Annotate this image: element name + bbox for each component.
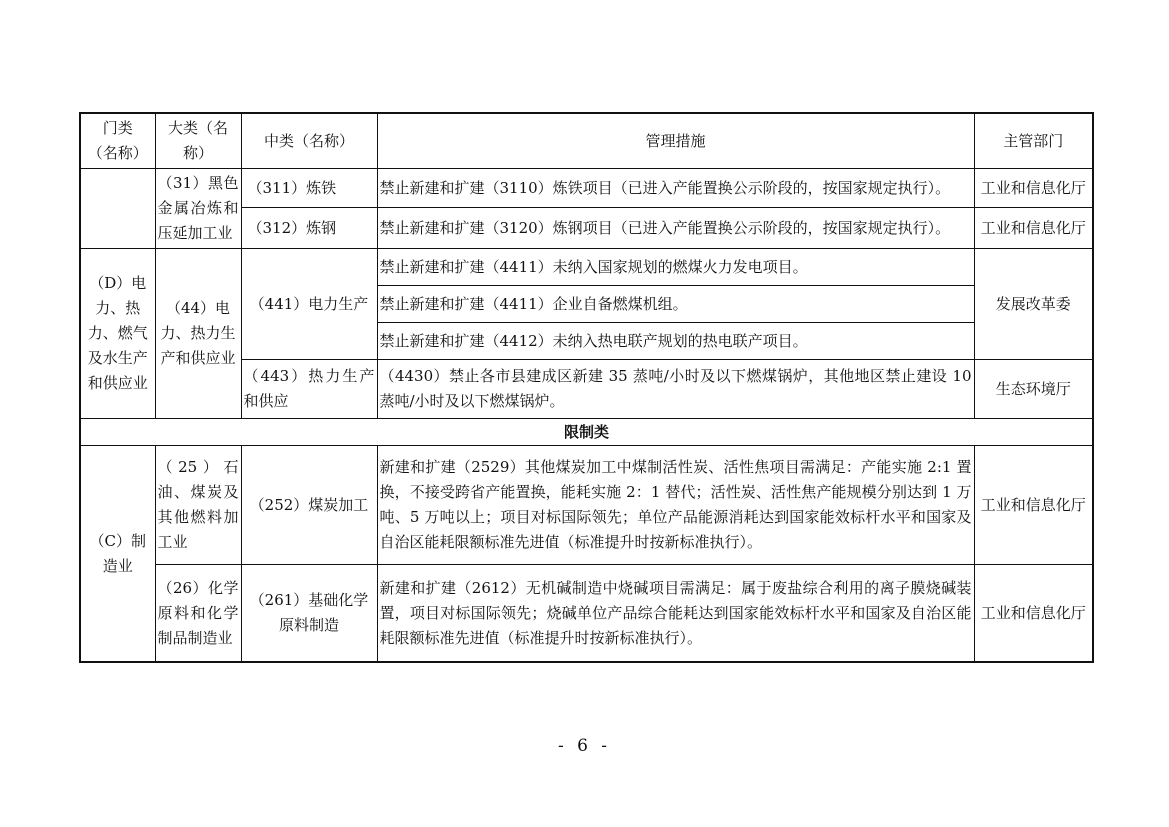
header-category-line2: （名称） [87,144,148,162]
department-coal: 工业和信息化厅 [974,446,1093,565]
category-power: （D）电力、热力、燃气及水生产和供应业 [80,249,155,419]
header-mid-class: 中类（名称） [241,113,377,169]
measure-power-3: 禁止新建和扩建（4412）未纳入热电联产规划的热电联产项目。 [377,323,974,360]
table-row [80,249,1093,286]
major-class-petroleum: （25）石油、煤炭及其他燃料加工业 [155,446,241,565]
table-row [80,169,1093,208]
section-row-restricted [80,419,1093,446]
measure-steel: 禁止新建和扩建（3120）炼钢项目（已进入产能置换公示阶段的，按国家规定执行）。 [377,208,974,249]
measure-power-1: 禁止新建和扩建（4411）未纳入国家规划的燃煤火力发电项目。 [377,249,974,286]
measure-iron: 禁止新建和扩建（3110）炼铁项目（已进入产能置换公示阶段的，按国家规定执行）。 [377,169,974,208]
department-heat: 生态环境厅 [974,360,1093,419]
page-number: - 6 - [557,736,612,756]
mid-class-coal: （252）煤炭加工 [241,446,377,565]
header-measures: 管理措施 [377,113,974,169]
major-class-chemical: （26）化学原料和化学制品制造业 [155,565,241,663]
table-row [80,446,1093,565]
mid-class-heat: （443）热力生产和供应 [241,360,377,419]
measure-heat: （4430）禁止各市县建成区新建 35 蒸吨/小时及以下燃煤锅炉，其他地区禁止建设 10 蒸吨/小时及以下燃煤锅炉。 [377,360,974,419]
measure-coal: 新建和扩建（2529）其他煤炭加工中煤制活性炭、活性焦项目需满足：产能实施 2:1 置换，不接受跨省产能置换，能耗实施 2：1 替代；活性炭、活性焦产能规模分别达到 1 万吨、5 万吨以上；项目对标国际领先；单位产品能源消耗达到国家能效标杆水平和国家及自治区能耗限额标准先进值（标准提升时按新标准执行）。 [377,446,974,565]
department-power: 发展改革委 [974,249,1093,360]
department-chemical: 工业和信息化厅 [974,565,1093,663]
category-cell-empty [80,169,155,249]
major-class-metal: （31）黑色金属冶炼和压延加工业 [155,169,241,249]
section-title-restricted: 限制类 [80,419,1093,446]
measure-chemical: 新建和扩建（2612）无机碱制造中烧碱项目需满足：属于废盐综合利用的离子膜烧碱装置，项目对标国际领先；烧碱单位产品综合能耗达到国家能效标杆水平和国家及自治区能耗限额标准先进值（标准提升时按新标准执行）。 [377,565,974,663]
measure-power-2: 禁止新建和扩建（4411）企业自备燃煤机组。 [377,286,974,323]
header-category [80,113,155,169]
header-major-class: 大类（名称） [155,113,241,169]
major-class-power: （44）电力、热力生产和供应业 [155,249,241,419]
table-header-row [80,113,1093,169]
department-steel: 工业和信息化厅 [974,208,1093,249]
policy-table-container [79,112,1092,663]
mid-class-chemical: （261）基础化学原料制造 [241,565,377,663]
mid-class-power-generation: （441）电力生产 [241,249,377,360]
header-category-line1: 门类 [102,119,133,137]
header-department: 主管部门 [974,113,1093,169]
category-manufacturing: （C）制造业 [80,446,155,663]
mid-class-iron: （311）炼铁 [241,169,377,208]
table-row [80,565,1093,663]
department-iron: 工业和信息化厅 [974,169,1093,208]
policy-table [79,112,1094,663]
mid-class-steel: （312）炼钢 [241,208,377,249]
